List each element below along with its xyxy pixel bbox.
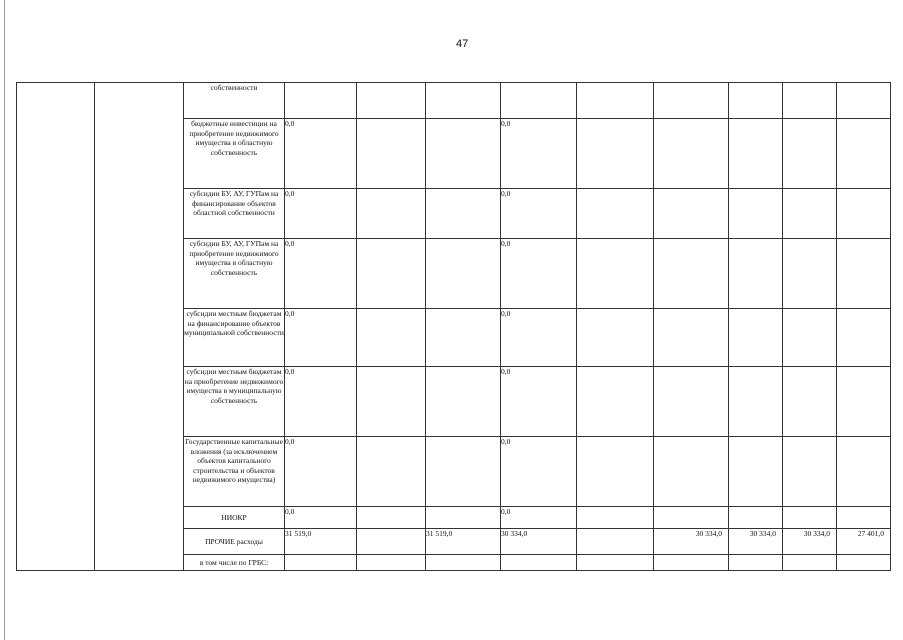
value-cell [729, 309, 783, 367]
value-cell [426, 437, 501, 507]
value-cell [654, 309, 729, 367]
row-label: субсидии местным бюджетам на приобретение недвижимого имущества в муниципальную собственность [184, 367, 285, 437]
value-cell: 0,0 [285, 507, 357, 529]
value-cell [654, 189, 729, 239]
value-cell: 0,0 [285, 189, 357, 239]
value-cell [783, 309, 837, 367]
value-cell [654, 507, 729, 529]
value-cell [837, 119, 891, 189]
value-cell [577, 239, 654, 309]
value-cell [783, 189, 837, 239]
budget-table [16, 82, 891, 571]
value-cell [357, 507, 426, 529]
page-left-edge [4, 0, 5, 640]
value-cell [654, 83, 729, 119]
row-label: в том числе по ГРБС: [184, 555, 285, 571]
value-cell: 0,0 [501, 119, 577, 189]
value-cell [729, 367, 783, 437]
value-cell [654, 119, 729, 189]
value-cell [426, 189, 501, 239]
value-cell [577, 309, 654, 367]
value-cell: 30 334,0 [501, 529, 577, 555]
value-cell: 0,0 [285, 437, 357, 507]
page-number: 47 [456, 38, 469, 50]
value-cell [837, 189, 891, 239]
value-cell [783, 555, 837, 571]
value-cell [729, 119, 783, 189]
row-label: собственности [184, 83, 285, 119]
row-label: ПРОЧИЕ расходы [184, 529, 285, 555]
value-cell: 0,0 [285, 239, 357, 309]
value-cell [357, 189, 426, 239]
row-label: НИОКР [184, 507, 285, 529]
value-cell: 0,0 [501, 367, 577, 437]
value-cell [783, 119, 837, 189]
value-cell: 27 401,0 [837, 529, 891, 555]
value-cell [837, 507, 891, 529]
value-cell [357, 309, 426, 367]
value-cell [426, 83, 501, 119]
value-cell [783, 507, 837, 529]
value-cell [577, 437, 654, 507]
value-cell [577, 507, 654, 529]
value-cell: 30 334,0 [729, 529, 783, 555]
value-cell [357, 529, 426, 555]
row-label: Государственные капитальные вложения (за исключением объектов капитального строительства и объектов недвижимого имущества) [184, 437, 285, 507]
value-cell [783, 83, 837, 119]
value-cell [357, 555, 426, 571]
value-cell [357, 83, 426, 119]
value-cell [654, 555, 729, 571]
value-cell [577, 189, 654, 239]
value-cell [501, 555, 577, 571]
value-cell [837, 83, 891, 119]
value-cell [357, 367, 426, 437]
table-row [17, 83, 891, 119]
value-cell [426, 507, 501, 529]
value-cell: 0,0 [285, 119, 357, 189]
value-cell [501, 83, 577, 119]
row-label: субсидии БУ, АУ, ГУПам на финансирование объектов областной собственности [184, 189, 285, 239]
value-cell: 0,0 [285, 367, 357, 437]
value-cell [285, 555, 357, 571]
row-label: субсидии БУ, АУ, ГУПам на приобретение недвижимого имущества в областную собственность [184, 239, 285, 309]
blank-column-2 [95, 83, 184, 571]
value-cell [729, 239, 783, 309]
blank-column-1 [17, 83, 95, 571]
value-cell: 0,0 [501, 437, 577, 507]
value-cell [837, 437, 891, 507]
row-label: бюджетные инвестиции на приобретение недвижимого имущества в областную собственность [184, 119, 285, 189]
value-cell [729, 507, 783, 529]
value-cell [426, 555, 501, 571]
value-cell: 0,0 [501, 309, 577, 367]
value-cell [357, 437, 426, 507]
value-cell [729, 555, 783, 571]
value-cell: 31 519,0 [285, 529, 357, 555]
row-label: субсидии местным бюджетам на финансирование объектов муниципальной собственности [184, 309, 285, 367]
value-cell [577, 555, 654, 571]
value-cell: 31 519,0 [426, 529, 501, 555]
value-cell [729, 189, 783, 239]
value-cell [729, 437, 783, 507]
value-cell: 0,0 [285, 309, 357, 367]
value-cell [837, 555, 891, 571]
value-cell [426, 239, 501, 309]
value-cell [783, 437, 837, 507]
value-cell: 30 334,0 [654, 529, 729, 555]
value-cell [577, 83, 654, 119]
value-cell [577, 529, 654, 555]
value-cell: 0,0 [501, 507, 577, 529]
value-cell [783, 367, 837, 437]
value-cell [729, 83, 783, 119]
value-cell [357, 119, 426, 189]
value-cell [577, 367, 654, 437]
value-cell [426, 119, 501, 189]
value-cell [357, 239, 426, 309]
value-cell: 0,0 [501, 239, 577, 309]
value-cell [285, 83, 357, 119]
value-cell [783, 239, 837, 309]
value-cell [837, 239, 891, 309]
value-cell: 30 334,0 [783, 529, 837, 555]
value-cell [426, 367, 501, 437]
value-cell [426, 309, 501, 367]
value-cell [577, 119, 654, 189]
value-cell [654, 367, 729, 437]
value-cell [654, 239, 729, 309]
value-cell [837, 309, 891, 367]
value-cell: 0,0 [501, 189, 577, 239]
value-cell [654, 437, 729, 507]
value-cell [837, 367, 891, 437]
